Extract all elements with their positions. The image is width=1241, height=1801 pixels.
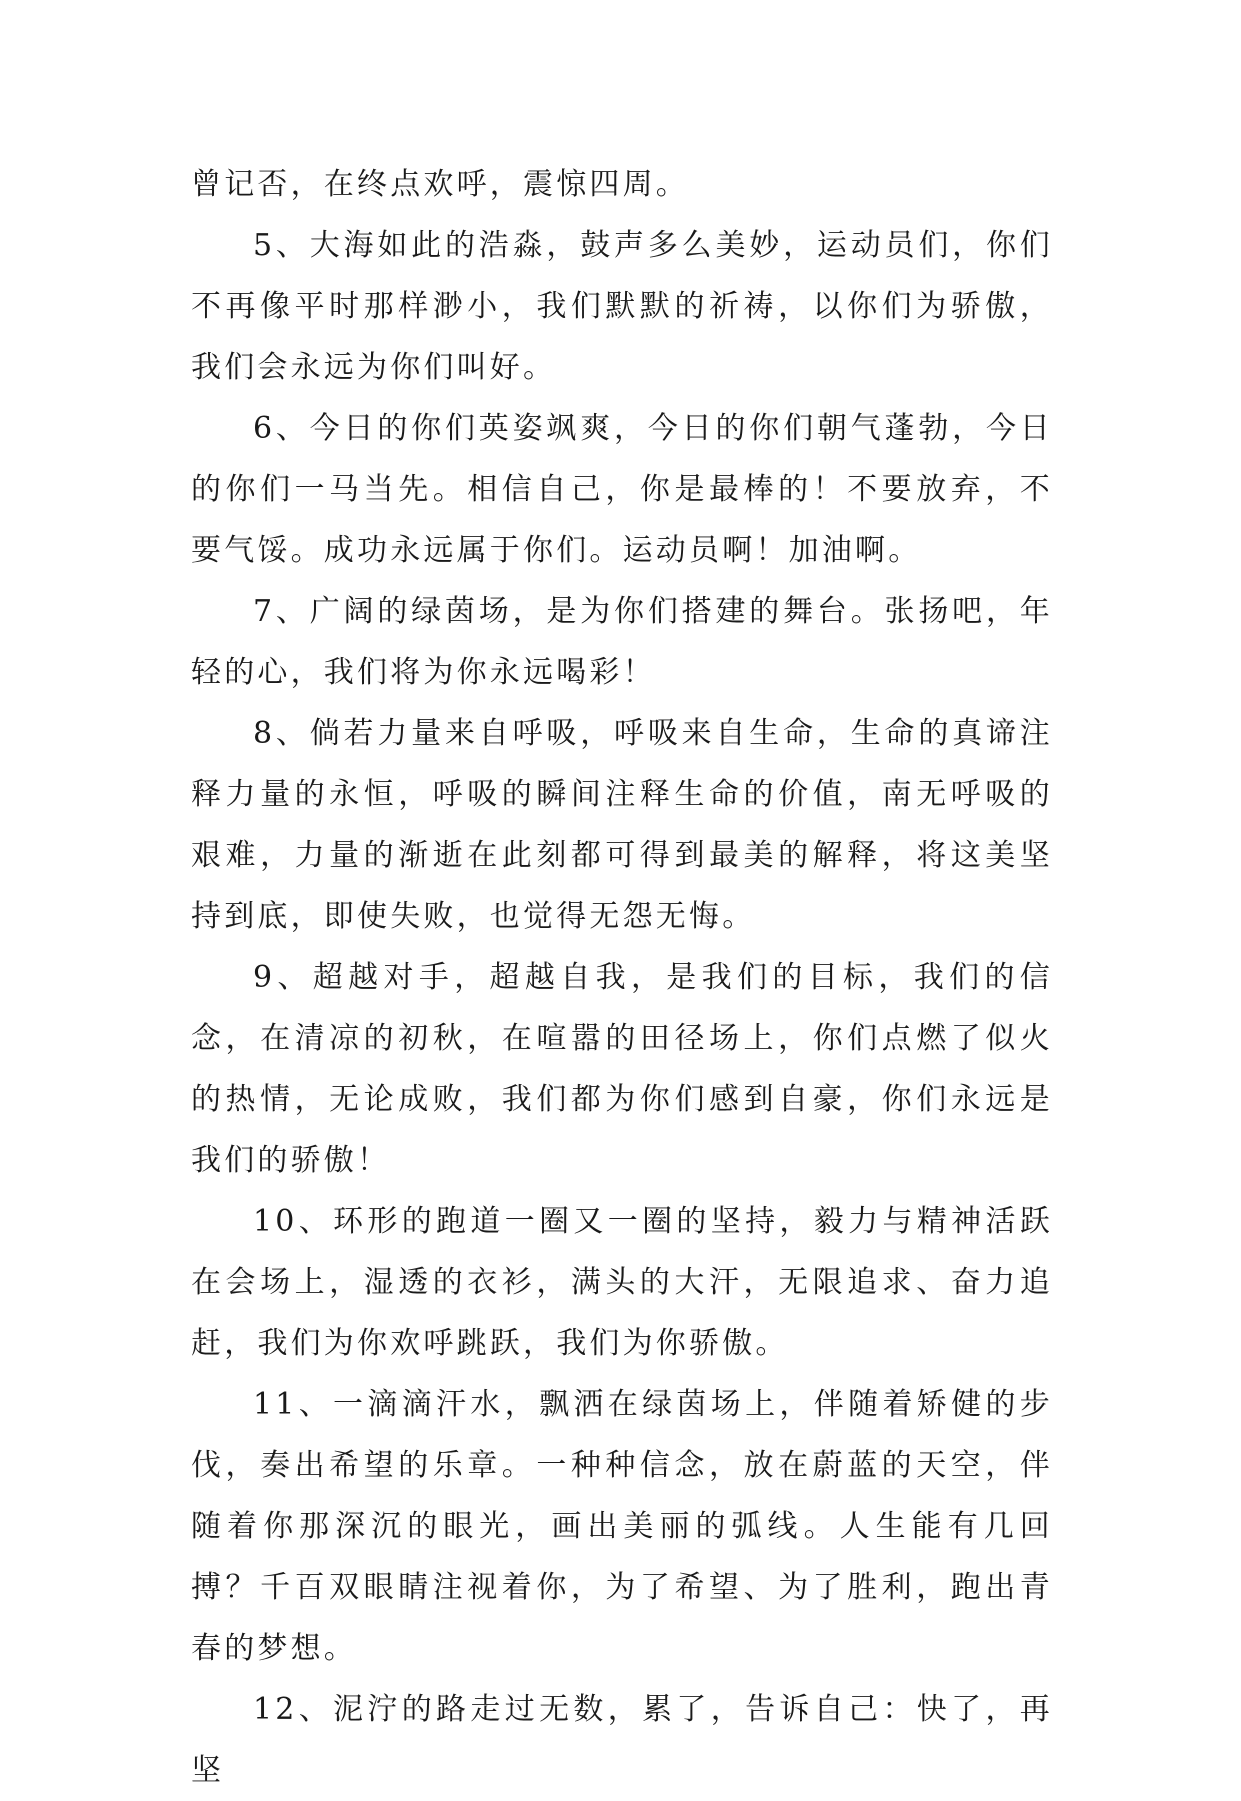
paragraph-6: 6、今日的你们英姿飒爽，今日的你们朝气蓬勃，今日的你们一马当先。相信自己，你是最棒的！不要放弃，不要气馁。成功永远属于你们。运动员啊！加油啊。	[191, 411, 1053, 568]
paragraph-9: 9、超越对手，超越自我，是我们的目标，我们的信念，在清凉的初秋，在喧嚣的田径场上，你们点燃了似火的热情，无论成败，我们都为你们感到自豪，你们永远是我们的骄傲！	[191, 960, 1053, 1178]
paragraph-12: 12、泥泞的路走过无数，累了，告诉自己：快了，再坚	[191, 1692, 1053, 1788]
document-page	[191, 154, 1053, 1801]
paragraph-7: 7、广阔的绿茵场，是为你们搭建的舞台。张扬吧，年轻的心，我们将为你永远喝彩！	[191, 594, 1053, 690]
paragraph-5: 5、大海如此的浩淼，鼓声多么美妙，运动员们，你们不再像平时那样渺小，我们默默的祈祷，以你们为骄傲，我们会永远为你们叫好。	[191, 228, 1053, 385]
paragraph-11: 11、一滴滴汗水，飘洒在绿茵场上，伴随着矫健的步伐，奏出希望的乐章。一种种信念，放在蔚蓝的天空，伴随着你那深沉的眼光，画出美丽的弧线。人生能有几回搏？千百双眼睛注视着你，为了希望、为了胜利，跑出青春的梦想。	[191, 1387, 1053, 1666]
paragraph-10: 10、环形的跑道一圈又一圈的坚持，毅力与精神活跃在会场上，湿透的衣衫，满头的大汗，无限追求、奋力追赶，我们为你欢呼跳跃，我们为你骄傲。	[191, 1204, 1053, 1361]
paragraph-continuation: 曾记否，在终点欢呼，震惊四周。	[191, 167, 689, 202]
paragraph-8: 8、倘若力量来自呼吸，呼吸来自生命，生命的真谛注释力量的永恒，呼吸的瞬间注释生命的价值，南无呼吸的艰难，力量的渐逝在此刻都可得到最美的解释，将这美坚持到底，即使失败，也觉得无怨无悔。	[191, 716, 1053, 934]
